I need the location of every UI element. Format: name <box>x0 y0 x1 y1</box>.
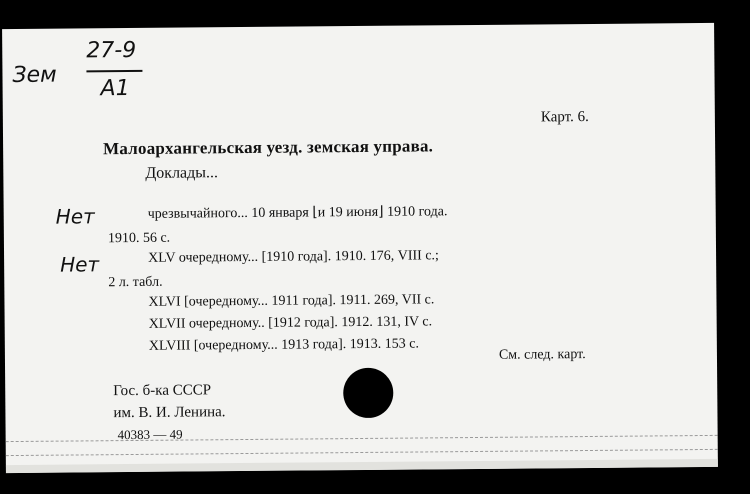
entry-row: XLVIII [очередному... 1913 года]. 1913. 153 с. <box>148 336 419 354</box>
shelfmark-prefix: Зем <box>12 62 57 89</box>
card-subtitle: Доклады... <box>145 164 219 182</box>
shelfmark-top: 27-9 <box>86 37 137 64</box>
print-code: 40383 — 49 <box>117 426 183 443</box>
note-missing-2: Нет <box>60 252 100 277</box>
ruling-line <box>6 435 718 442</box>
entry-row: XLV очередному... [1910 года]. 1910. 176, VIII с.; <box>148 248 439 266</box>
entry-row: XLVI [очередному... 1911 года]. 1911. 269, VII с. <box>148 292 435 310</box>
shelfmark-bottom: A1 <box>100 76 130 102</box>
catalog-card <box>2 23 718 473</box>
entry-row: XLVII очередному.. [1912 года]. 1912. 131, IV с. <box>148 314 433 332</box>
note-missing-1: Нет <box>55 204 95 229</box>
entry-row: 2 л. табл. <box>108 274 163 291</box>
card-number: Карт. 6. <box>540 108 589 126</box>
shelfmark-fraction-line <box>86 70 142 72</box>
card-title: Малоархангельская уезд. земская управа. <box>103 136 434 159</box>
punch-hole <box>343 368 393 418</box>
entry-row: 1910. 56 с. <box>107 230 171 247</box>
library-name: Гос. б-ка СССР <box>113 382 212 400</box>
ruling-line <box>6 449 718 456</box>
see-next-card: См. след. карт. <box>498 347 586 363</box>
library-name-2: им. В. И. Ленина. <box>113 404 226 422</box>
entry-row: чрезвычайного... 10 января ⌊и 19 июня⌋ 1910 года. <box>147 204 448 222</box>
card-edge <box>6 459 718 473</box>
